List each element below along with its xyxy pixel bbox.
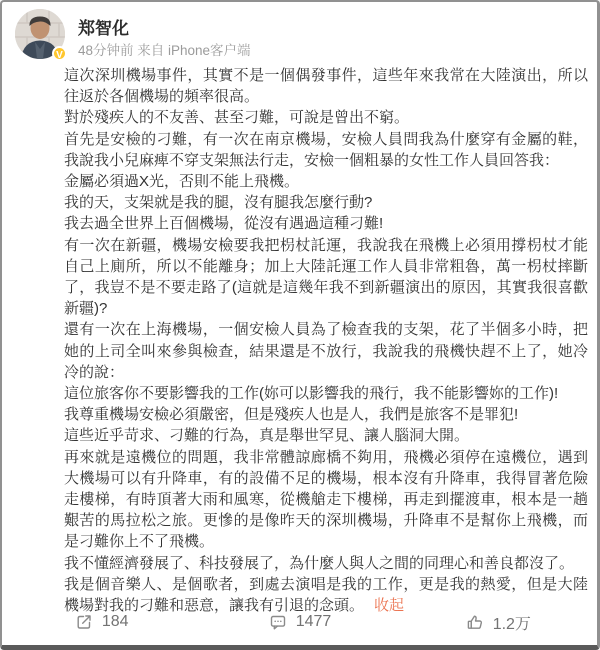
collapse-link[interactable]: 收起 [374, 597, 405, 615]
comment-icon [268, 612, 288, 632]
like-button[interactable] [399, 611, 597, 634]
post-paragraph: 這些近乎苛求、刁難的行為，真是舉世罕見、讓人腦洞大開。 [64, 427, 470, 445]
action-bar [2, 605, 597, 639]
post-paragraph-text: 我是個音樂人、是個歌者，到處去演唱是我的工作，更是我的熱愛，但是大陸機場對我的刁難和惡意，讓我有引退的念頭。 [64, 575, 588, 615]
post-paragraph: 對於殘疾人的不友善、甚至刁難，可說是曾出不窮。 [64, 109, 410, 127]
post-paragraph: 這次深圳機場事件，其實不是一個偶發事件，這些年來我常在大陸演出，所以往返於各個機場的頻率很高。 [64, 67, 588, 106]
post-content [64, 65, 588, 616]
post-paragraph: 這位旅客你不要影響我的工作(妳可以影響我的飛行，我不能影響妳的工作)! [64, 385, 559, 403]
username[interactable]: 郑智化 [78, 19, 129, 38]
post-paragraph: 我尊重機場安檢必須嚴密，但是殘疾人也是人，我們是旅客不是罪犯! [64, 406, 519, 424]
post-paragraph: 還有一次在上海機場，一個安檢人員為了檢查我的支架，花了半個多小時，把她的上司全叫來參與檢查，結果還是不放行，我說我的飛機快趕不上了，她冷冷的說： [64, 321, 588, 381]
post-paragraph: 我去過全世界上百個機場，從沒有遇過這種刁難! [64, 215, 384, 233]
thumbs-up-icon [465, 612, 485, 632]
repost-count: 184 [101, 613, 129, 630]
comment-button[interactable] [200, 612, 398, 632]
post-paragraph: 我不懂經濟發展了、科技發展了，為什麼人與人之間的同理心和善良都沒了。 [64, 554, 575, 572]
post-paragraph: 再來就是遠機位的問題，我非常體諒廊橋不夠用，飛機必須停在遠機位，遇到大機場可以有升降車，有的設備不足的機場，根本沒有升降車，我得冒著危險走樓梯，有時頂著大雨和風寒，從機艙走下樓梯，再走到擺渡車，根本是一趟艱苦的馬拉松之旅。更慘的是像昨天的深圳機場，升降車不是幫你上飛機，而是刁難你上不了飛機。 [64, 448, 588, 551]
post-paragraph: 金屬必須過X光，否則不能上飛機。 [64, 173, 300, 191]
comment-count: 1477 [295, 613, 332, 630]
share-icon [74, 612, 94, 632]
verified-v-badge-icon: V [52, 46, 67, 61]
post-paragraph: 有一次在新疆，機場安檢要我把枴杖託運，我說我在飛機上必須用撐枴杖才能自己上廁所，所以不能離身；加上大陸託運工作人員非常粗魯，萬一枴杖摔斷了，我豈不是不要走路了(這就是這幾年我不到新疆演出的原因，其實我很喜歡新疆)? [64, 236, 588, 318]
like-count: 1.2万 [492, 615, 531, 633]
avatar[interactable] [15, 9, 65, 59]
post-meta: 48分钟前 来自 iPhone客户端 [78, 43, 251, 58]
repost-button[interactable] [2, 612, 200, 632]
post-paragraph: 我的天，支架就是我的腿，沒有腿我怎麼行動? [64, 194, 373, 212]
post-paragraph: 首先是安檢的刁難，有一次在南京機場，安檢人員問我為什麼穿有金屬的鞋，我說我小兒麻痺不穿支架無法行走，安檢一個粗暴的女性工作人員回答我： [64, 130, 588, 169]
